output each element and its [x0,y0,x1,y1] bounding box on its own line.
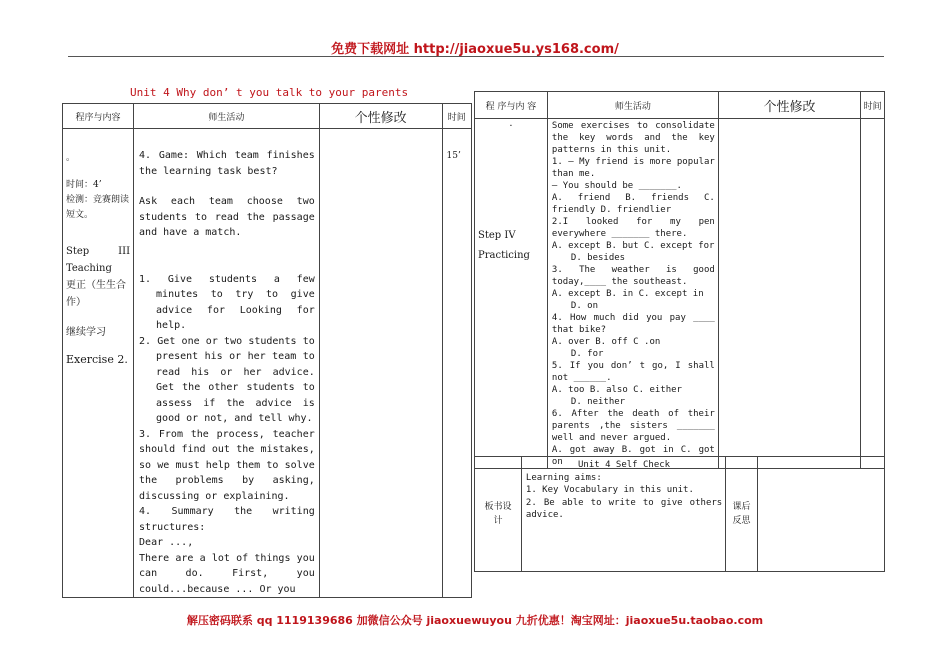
left-continue-label: 继续学习 [66,327,106,338]
exercise-q5: 5. If you don’ t go, I shall not ______. [551,361,715,383]
exercise-q2-option-d: D. besides [570,253,626,263]
header-link[interactable]: 免费下载网址 http://jiaoxue5u.ys168.com/ [331,42,619,57]
header-rule [68,56,884,57]
board-heading: Unit 4 Self Check [577,460,671,470]
exercise-q3-option-d: D. on [570,301,598,311]
exercise-q3: 3. The weather is good today,____ the southeast. [551,265,715,287]
left-header-modification: 个性修改 [319,104,442,129]
board-aim-2: 2. Be able to write to give others advice. [525,497,723,520]
left-header-activity: 师生活动 [134,104,320,129]
left-time-note: 时间：4’ [66,180,102,190]
board-design-label: 板书设计 [475,457,522,572]
exercise-q1-blank: — You should be _______. [551,181,682,191]
board-aims: Learning aims: [525,472,602,483]
board-aim-1: 1. Key Vocabulary in this unit. [525,485,694,495]
right-dot: · [509,121,513,132]
right-header-modification: 个性修改 [718,92,860,119]
exercise-q5-options: A. too B. also C. either [551,385,682,395]
left-time-value: 15’ [446,151,461,161]
footer-contact[interactable]: 解压密码联系 qq 1119139686 加微信公众号 jiaoxuewuyou 九折优惠！淘宝网址：jiaoxue5u.taobao.com [186,614,764,627]
left-lesson-table [62,103,472,598]
left-modification-cell [319,129,442,598]
activity-structure: There are a lot of things you can do. First, you could...because ... Or you [139,552,315,595]
exercise-q6-options: A. got away B. got in C. got on [551,445,715,467]
left-activity-cell [134,129,320,598]
activity-step-3: 3. From the process, teacher should find out the mistakes, so we must help them to solve the problems by asking, discussing or explaining. [139,428,315,502]
board-design-table [474,456,885,572]
left-step-label: Step III Teaching [66,246,131,274]
exercise-q4-option-d: D. for [570,349,604,359]
exercise-q1: 1. — My friend is more popular than me. [551,157,715,179]
left-correct-label: 更正（生生合作） [66,280,126,308]
exercise-q5-option-d: D. neither [570,397,626,407]
right-step-label: Step IV Practicing [478,230,530,261]
exercise-q3-options: A. except B. in C. except in [551,289,704,299]
left-header-procedure: 程序与内容 [63,104,134,129]
activity-step-1: 1. Give students a few minutes to try to give advice for Looking for help. [139,273,315,331]
board-design-content [521,457,725,572]
right-modification-cell [718,119,860,469]
activity-match: Ask each team choose two students to read the passage and have a match. [139,196,315,238]
right-header-procedure: 程 序与内 容 [475,92,548,119]
exercise-q4: 4. How much did you pay ____ that bike? [551,313,715,335]
activity-game: 4. Game: Which team finishes the learning task best? [139,150,315,177]
right-header-time: 时间 [861,92,885,119]
right-lesson-table [474,91,885,469]
right-exercise-cell [547,119,718,469]
left-header-time: 时间 [442,104,471,129]
exercise-q2-options: A. except B. but C. except for [551,241,715,251]
right-procedure-cell [475,119,548,469]
left-time-cell [442,129,471,598]
document-title: Unit 4 Why don’ t you talk to your parents [130,86,409,99]
left-mark: 。 [66,153,76,163]
reflection-label: 课后反思 [726,457,758,572]
activity-step-4: 4. Summary the writing structures: [139,506,315,533]
exercise-q1-options: A. friend B. friends C. friendly D. friendlier [551,193,715,215]
left-procedure-cell [63,129,134,598]
reflection-content [757,457,884,572]
exercise-q6: 6. After the death of their parents ,the sisters _______ well and never argued. [551,409,715,443]
right-time-cell [861,119,885,469]
left-exercise-label: Exercise 2. [66,353,128,366]
activity-dear: Dear ..., [139,537,194,548]
exercise-q4-options: A. over B. off C .on [551,337,661,347]
activity-step-2: 2. Get one or two students to present his or her team to read his or her advice. Get the other students to assess if the advice is good or not, and tell why. [139,335,315,424]
left-check-note: 检测：竞赛朗读短文。 [66,195,130,220]
exercise-intro: Some exercises to consolidate the key words and the key patterns in this unit. [551,121,715,155]
exercise-q2: 2.I looked for my pen everywhere _______ there. [551,217,715,239]
right-header-activity: 师生活动 [547,92,718,119]
